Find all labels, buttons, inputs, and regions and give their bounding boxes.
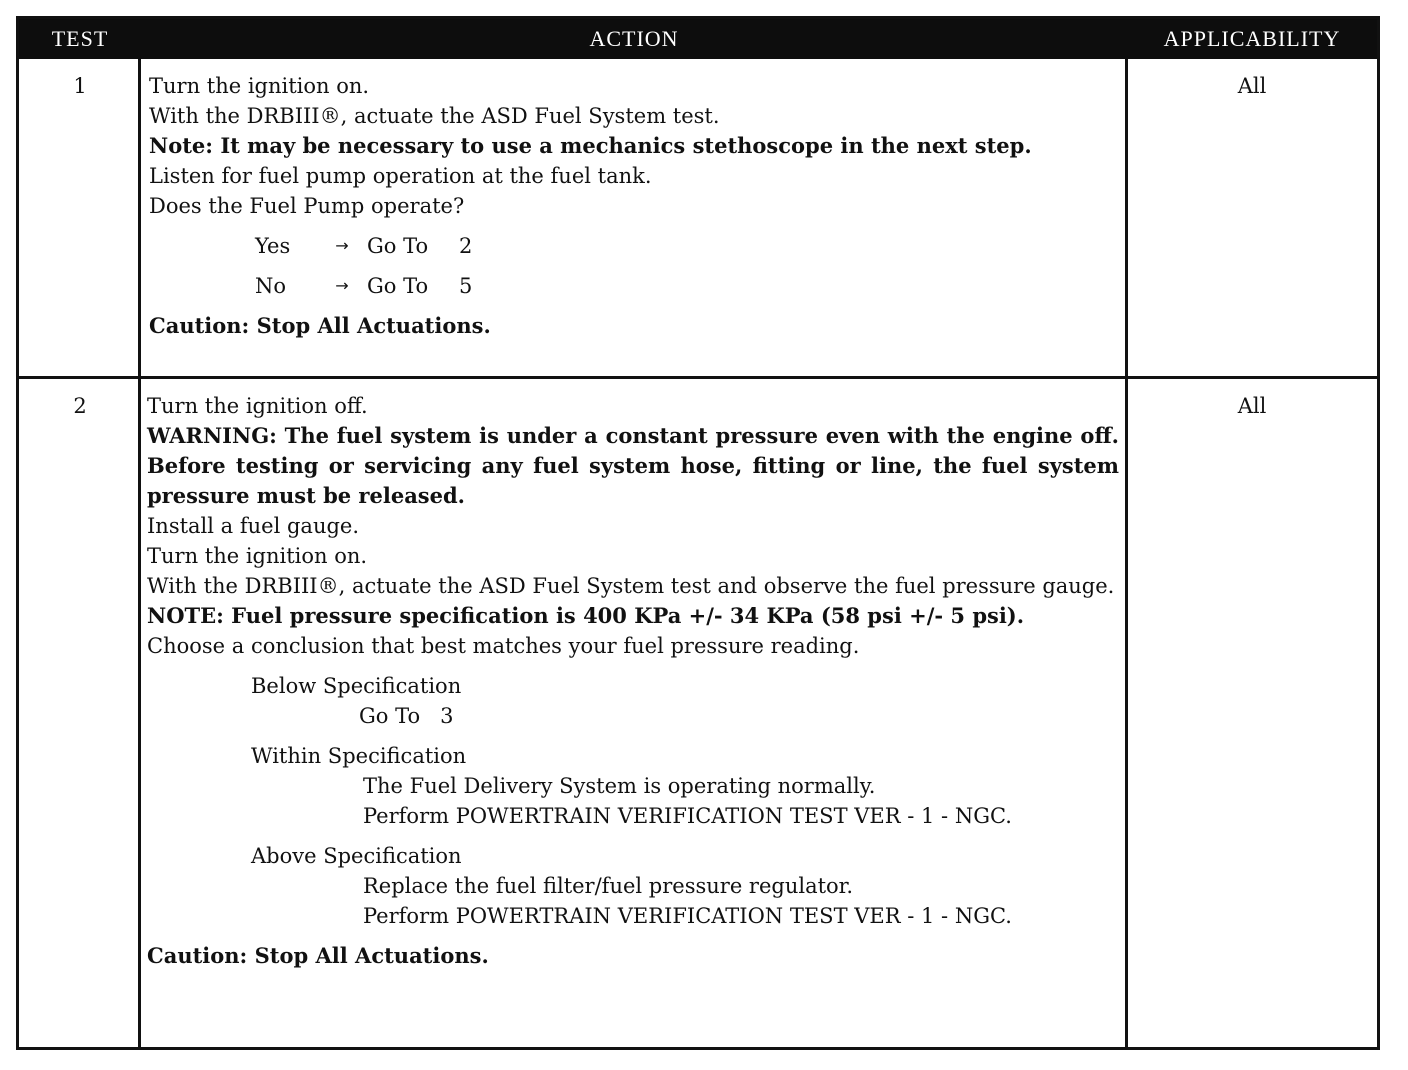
option-above-label: Above Specification [251, 844, 462, 868]
step-text: Install a fuel gauge. [147, 514, 360, 538]
step-text: Turn the ignition on. [147, 544, 368, 568]
instruction-text: Choose a conclusion that best matches your fuel pressure reading. [147, 634, 860, 658]
goto-label: Go To [367, 274, 429, 298]
note-text: Note: It may be necessary to use a mechanics stethoscope in the next step. [149, 133, 1032, 158]
option-within-text: The Fuel Delivery System is operating normally. [363, 774, 876, 798]
diagnostic-table [16, 16, 1380, 1050]
goto-target: 2 [459, 234, 473, 258]
applicability-1: All [1237, 74, 1267, 98]
column-divider [138, 59, 141, 1047]
step-text: With the DRBIII®, actuate the ASD Fuel System test and observe the fuel pressure gauge. [147, 574, 1115, 598]
goto-label: Go To [367, 234, 429, 258]
step-text: With the DRBIII®, actuate the ASD Fuel System test. [149, 104, 720, 128]
option-above-text: Replace the fuel filter/fuel pressure regulator. [363, 874, 854, 898]
option-above-text: Perform POWERTRAIN VERIFICATION TEST VER - 1 - NGC. [363, 904, 1012, 928]
caution-text: Caution: Stop All Actuations. [149, 313, 491, 338]
caution-text: Caution: Stop All Actuations. [147, 943, 489, 968]
option-below-label: Below Specification [251, 674, 462, 698]
action-cell-1 [149, 71, 1119, 341]
test-number-1: 1 [73, 74, 87, 98]
applicability-2: All [1237, 394, 1267, 418]
option-within-text: Perform POWERTRAIN VERIFICATION TEST VER - 1 - NGC. [363, 804, 1012, 828]
step-text: Turn the ignition on. [149, 74, 370, 98]
answer-label: Yes [255, 234, 291, 258]
goto-target: 5 [459, 274, 473, 298]
option-below-goto: Go To 3 [359, 704, 454, 728]
test-number-2: 2 [73, 394, 87, 418]
response-yes [255, 231, 1119, 261]
column-divider [1125, 59, 1128, 1047]
note-text: NOTE: Fuel pressure specification is 400 KPa +/- 34 KPa (58 psi +/- 5 psi). [147, 603, 1025, 628]
step-text: Turn the ignition off. [147, 394, 368, 418]
question-text: Does the Fuel Pump operate? [149, 194, 465, 218]
header-applicability: APPLICABILITY [1127, 19, 1377, 59]
arrow-right-icon: → [335, 236, 349, 255]
response-no [255, 271, 1119, 301]
step-text: Listen for fuel pump operation at the fuel tank. [149, 164, 652, 188]
action-cell-2 [147, 391, 1119, 971]
row-divider [19, 376, 1377, 379]
option-within-label: Within Specification [251, 744, 467, 768]
answer-label: No [255, 274, 287, 298]
header-action: ACTION [141, 19, 1127, 59]
warning-text: WARNING: The fuel system is under a constant pressure even with the engine off. Before testing or servicing any fuel system hose, fitting or line, the fuel system pressure must be released. [147, 423, 1119, 508]
header-test: TEST [19, 19, 141, 59]
arrow-right-icon: → [335, 276, 349, 295]
